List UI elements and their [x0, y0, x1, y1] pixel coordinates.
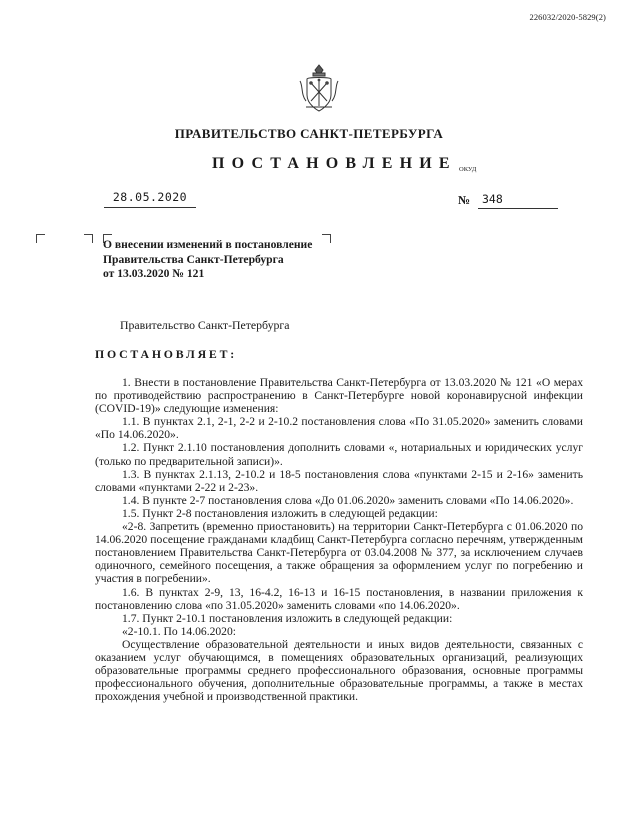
document-registration-code: 226032/2020-5829(2) — [529, 12, 606, 22]
paragraph: 1.4. В пункте 2-7 постановления слова «До 01.06.2020» заменить словами «По 14.06.2020». — [122, 493, 574, 507]
document-number: 348 — [482, 192, 503, 206]
issuer-text: Правительство Санкт-Петербурга — [120, 318, 290, 332]
subject-line: О внесении изменений в постановление — [103, 238, 313, 251]
paragraph: 1.2. Пункт 2.1.10 постановления дополнить словами «, нотариальных и юридических услуг (только по предварительной записи)». — [95, 441, 583, 468]
paragraph: 1. Внести в постановление Правительства Санкт-Петербурга от 13.03.2020 № 121 «О мерах по противодействию распространению в Санкт-Петербурге новой коронавирусной инфекции (COVID-19)» следующие изменения: — [95, 376, 583, 416]
paragraph: 1.3. В пунктах 2.1.13, 2-10.2 и 18-5 постановления слова «пунктами 2-15 и 2-16» заменить словами «пунктами 2-22 и 2-23». — [95, 467, 583, 494]
number-sign: № — [458, 193, 471, 207]
paragraph: 1.7. Пункт 2-10.1 постановления изложить в следующей редакции: — [122, 611, 453, 625]
document-subject — [103, 238, 343, 282]
paragraph: «2-8. Запретить (временно приостановить) на территории Санкт-Петербурга с 01.06.2020 по 14.06.2020 посещение гражданами кладбищ Санкт-Петербурга согласно перечням, утвержденным постановлением Правительства Санкт-Петербурга от 03.04.2008 № 377, за исключением случаев одиночного, семейного посещения, а также обращения за оформлением услуг по погребению и участия в погребении». — [95, 520, 583, 586]
subject-line: от 13.03.2020 № 121 — [103, 267, 205, 280]
paragraph: 1.5. Пункт 2-8 постановления изложить в следующей редакции: — [122, 506, 438, 520]
paragraph: Осуществление образовательной деятельности и иных видов деятельности, связанных с оказанием услуг обучающимся, в помещениях образовательных организаций, реализующих образовательные программы среднего профессионального образования, основные программы профессионального обучения, дополнительные образовательные программы, а также в местах прохождения учебной и производственной практики. — [95, 637, 583, 704]
date-underline — [104, 207, 196, 208]
government-title: ПРАВИТЕЛЬСТВО САНКТ-ПЕТЕРБУРГА — [174, 126, 444, 141]
bracket-corner-left-open — [36, 234, 45, 243]
subject-line: Правительства Санкт-Петербурга — [103, 252, 284, 266]
st-petersburg-coat-of-arms-icon — [298, 64, 340, 114]
number-underline — [478, 208, 558, 209]
paragraph: «2-10.1. По 14.06.2020: — [122, 624, 237, 638]
document-body — [95, 376, 583, 703]
okud-label: ОКУД — [459, 166, 477, 173]
document-type-title: ПОСТАНОВЛЕНИЕ — [212, 155, 457, 172]
bracket-corner-left-close — [84, 234, 93, 243]
paragraph: 1.1. В пунктах 2.1, 2-1, 2-2 и 2-10.2 постановления слова «По 31.05.2020» заменить словами «По 14.06.2020». — [95, 415, 583, 442]
document-date: 28.05.2020 — [112, 190, 188, 204]
resolves-heading: ПОСТАНОВЛЯЕТ: — [95, 347, 237, 361]
paragraph: 1.6. В пунктах 2-9, 13, 16-4.2, 16-13 и 16-15 постановления, в названии приложения к постановлению слова «по 31.05.2020» заменить словами «по 14.06.2020». — [95, 585, 583, 612]
